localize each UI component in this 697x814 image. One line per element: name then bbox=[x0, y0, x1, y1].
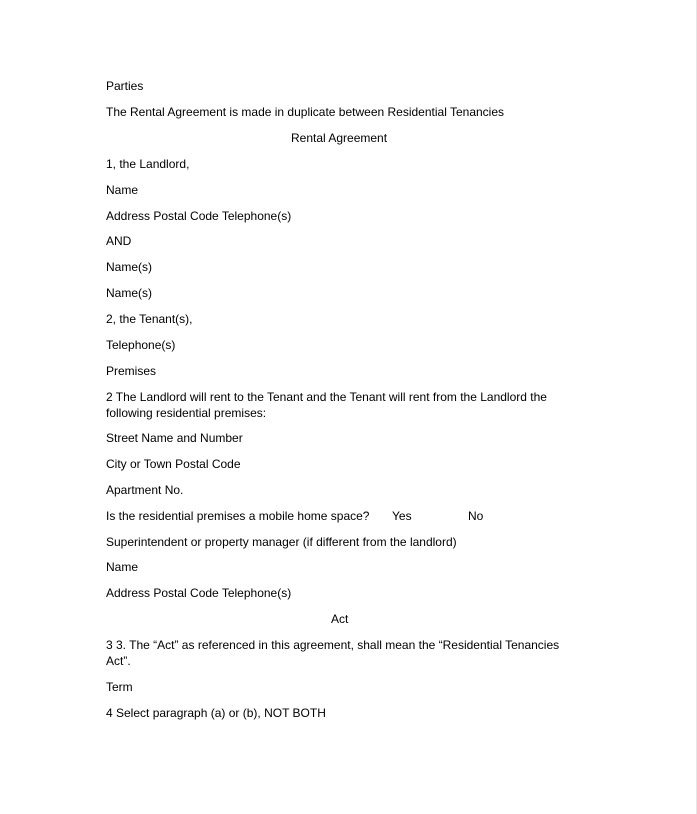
landlord-label: 1, the Landlord, bbox=[106, 157, 190, 171]
landlord-address-label: Address Postal Code Telephone(s) bbox=[106, 209, 292, 223]
select-paragraph-text: 4 Select paragraph (a) or (b), NOT BOTH bbox=[106, 706, 326, 720]
and-text: AND bbox=[106, 234, 132, 248]
mobile-home-yes-option: Yes bbox=[392, 509, 412, 523]
premises-heading: Premises bbox=[106, 364, 157, 378]
mobile-home-no-option: No bbox=[468, 509, 484, 523]
tenant-telephone-label: Telephone(s) bbox=[106, 338, 176, 352]
mobile-home-question: Is the residential premises a mobile home space? bbox=[106, 509, 370, 523]
parties-heading: Parties bbox=[106, 79, 144, 93]
city-label: City or Town Postal Code bbox=[106, 457, 241, 471]
landlord-name-label: Name bbox=[106, 183, 139, 197]
term-heading: Term bbox=[106, 680, 133, 694]
premises-paragraph: 2 The Landlord will rent to the Tenant and the Tenant will rent from the Landlord the following residential premises: bbox=[106, 390, 547, 420]
act-heading: Act bbox=[331, 612, 349, 626]
street-label: Street Name and Number bbox=[106, 431, 243, 445]
tenant-names-label-2: Name(s) bbox=[106, 286, 153, 300]
superintendent-label: Superintendent or property manager (if different from the landlord) bbox=[106, 535, 457, 549]
tenant-names-label-1: Name(s) bbox=[106, 260, 153, 274]
document-title: Rental Agreement bbox=[291, 131, 388, 145]
superintendent-address-label: Address Postal Code Telephone(s) bbox=[106, 586, 292, 600]
tenant-label: 2, the Tenant(s), bbox=[106, 312, 193, 326]
apartment-label: Apartment No. bbox=[106, 483, 184, 497]
intro-text: The Rental Agreement is made in duplicate between Residential Tenancies bbox=[106, 105, 505, 119]
act-paragraph: 3 3. The “Act” as referenced in this agreement, shall mean the “Residential Tenancies Act”. bbox=[106, 638, 560, 668]
superintendent-name-label: Name bbox=[106, 560, 139, 574]
